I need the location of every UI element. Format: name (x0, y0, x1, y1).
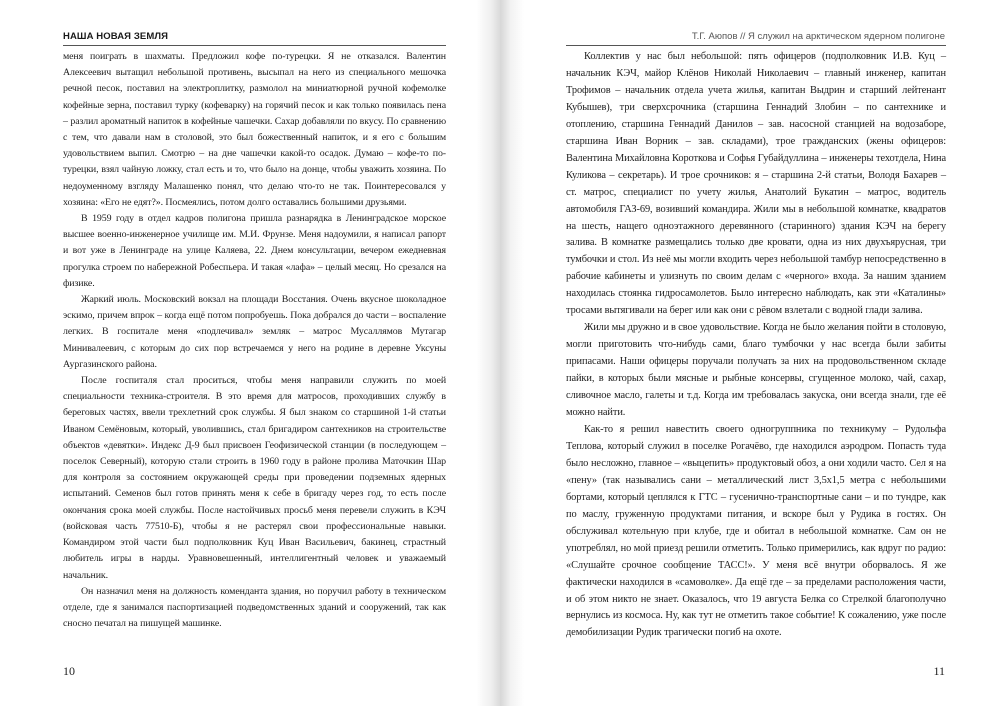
header-rule (566, 45, 946, 46)
page-number: 10 (63, 664, 75, 678)
right-page (500, 0, 1000, 706)
paragraph: В 1959 году в отдел кадров полигона пришла разнарядка в Ленинградское морское высшее военно-инженерное училище им. М.И. Фрунзе. Меня надоумили, я написал рапорт и вот уже в Ленинграде на улице Каляева, 22. Днем консультации, вечером ежедневная прогулка строем по набережной Робеспьера. И такая «лафа» – целый месяц. Но срезался на физике. (63, 213, 446, 289)
paragraph: После госпиталя стал проситься, чтобы меня направили служить по моей специальности техника-строителя. В это время для матросов, проходивших службу в береговых частях, ввели трехлетний срок службы. Я был знаком со старшиной 1-й статьи Иваном Семёновым, который, уволившись, стал бригадиром сантехников на строительстве объектов «девятки». Индекс Д-9 был присвоен Геофизической станции (в последующем – поселок Северный), которую стали строить в 1960 году в районе пролива Маточкин Шар для контроля за состоянием окружающей среды при проведении подземных ядерных испытаний. Семенов был готов принять меня к себе в бригаду через год, то есть после окончания срока моей службы. После настойчивых просьб меня перевели служить в КЭЧ (войсковая часть 77510-Б), чтобы я не растерял свои профессиональные навыки. Командиром этой части был подполковник Куц Иван Васильевич, бакинец, страстный любитель игры в нарды. Уравновешенный, интеллигентный человек и уважаемый начальник. (63, 375, 446, 581)
paragraph: Жили мы дружно и в свое удовольствие. Когда не было желания пойти в столовую, могли приготовить что-нибудь сами, благо тумбочки у нас всегда были забиты припасами. Наши офицеры поручали получать за них на продовольственном складе пайки, в которых были мясные и рыбные консервы, сгущенное молоко, чай, сахар, сливочное масло, галеты и т.д. Когда им требовалась закуска, они всегда знали, где её можно найти. (566, 322, 946, 419)
header-rule (63, 45, 446, 46)
paragraph: Коллектив у нас был небольшой: пять офицеров (подполковник И.В. Куц – начальник КЭЧ, майор Клёнов Николай Николаевич – главный инженер, капитан Трофимов – начальник отдела учета жилья, капитан Выдрин и старший лейтенант Кубышев), три сверхсрочника (старшина Геннадий Злобин – по сантехнике и отоплению, старшина Геннадий Данилов – зав. насосной станцией на водозаборе, старшина Иван Ворник – зав. складами), трое гражданских (жены офицеров: Валентина Михайловна Короткова и Софья Губайдуллина – инженеры техотдела, Нина Куликова – секретарь). И трое срочников: я – старшина 2-й статьи, Володя Бахарев – ст. матрос, специалист по учету жилья, Анатолий Букатин – матрос, водитель автомобиля ГАЗ-69, возивший командира. Жили мы в небольшой комнатке, квадратов на шесть, нащего одноэтажного деревянного (старинного) здания КЭЧ на берегу залива. В комнатке размещались только две кровати, одна из них двухъярусная, три тумбочки и стол. Из неё мы могли входить через небольшой тамбур непосредственно в рабочие кабинеты и улизнуть по своим делам с «черного» входа. За нашим зданием находилась стоянка гидросамолетов. Было интересно наблюдать, как эти «Каталины» тросами вытягивали на берег или как они с рёвом взлетали с водной глади залива. (566, 51, 946, 317)
body-text (63, 49, 446, 632)
page-number: 11 (933, 664, 945, 678)
paragraph: Он назначил меня на должность коменданта здания, но поручил работу в техническом отделе, где я занимался паспортизацией подведомственных зданий и сооружений, так как сносно печатал на пишущей машинке. (63, 585, 446, 630)
body-text (566, 49, 946, 642)
paragraph: Жаркий июль. Московский вокзал на площади Восстания. Очень вкусное шоколадное эскимо, причем впрок – когда ещё потом попробуешь. Пока добрался до части – воспаление легких. В госпитале меня «подлечивал» земляк – матрос Мусаллямов Мутагар Минивалеевич, с которым до сих пор встречаемся у него на родине в деревне Уксуны Аургазинского района. (63, 294, 446, 370)
paragraph: меня поиграть в шахматы. Предложил кофе по-турецки. Я не отказался. Валентин Алексеевич вытащил небольшой противень, высыпал на него из специального мешочка речной песок, поставил на электроплитку, размолол на миниатюрной ручной кофемолке кофейные зерна, поставил турку (кофеварку) на горячий песок и как только появилась пена – разлил ароматный напиток в кофейные чашечки. Сахар добавляли по вкусу. По сравнению с тем, что давали нам в столовой, это был божественный напиток, и я его с большим удовольствием выпил. Смотрю – на дне чашечки какой-то осадок. Думаю – кофе-то по-турецки, взял чайную ложку, стал есть и то, что было на донце, чтобы уважить хозяина. По недоуменному взгляду Малашенко понял, что делаю что-то не так. Поинтересовался у хозяина: «Его не едят?». Посмеялись, потом долго оставались большими друзьями. (63, 51, 446, 208)
paragraph: Как-то я решил навестить своего одногруппника по техникуму – Рудольфа Теплова, который служил в поселке Рогачёво, где находился аэродром. Попасть туда было несложно, главное – «выцепить» продуктовый обоз, а они ходили часто. Сел я на «пену» (так назывались сани – металлический лист 3,5х1,5 метра с небольшими бортами, который цеплялся к ГТС – гусенично-транспортные сани – и по тундре, как по маслу, груженную продуктами питания, и вскоре был у Рудика в гостях. Он обслуживал котельную при клубе, где и обитал в небольшой комнатке. Сам он не употреблял, но мой приезд решили отметить. Только примерились, как вдруг по радио: «Слушайте срочное сообщение ТАСС!». У меня всё внутри оборвалось. Я же фактически находился в «самоволке». Да ещё где – за пределами расположения части, и об этом никто не знает. Оказалось, что 19 августа Белка со Стрелкой благополучно вернулись из космоса. Ну, как тут не отметить такое событие! К сожалению, уже после демобилизации Рудик трагически погиб на охоте. (566, 423, 946, 639)
running-head-author-title: Т.Г. Аюпов // Я служил на арктическом ядерном полигоне (691, 31, 945, 42)
running-head-book-title: НАША НОВАЯ ЗЕМЛЯ (63, 31, 169, 42)
